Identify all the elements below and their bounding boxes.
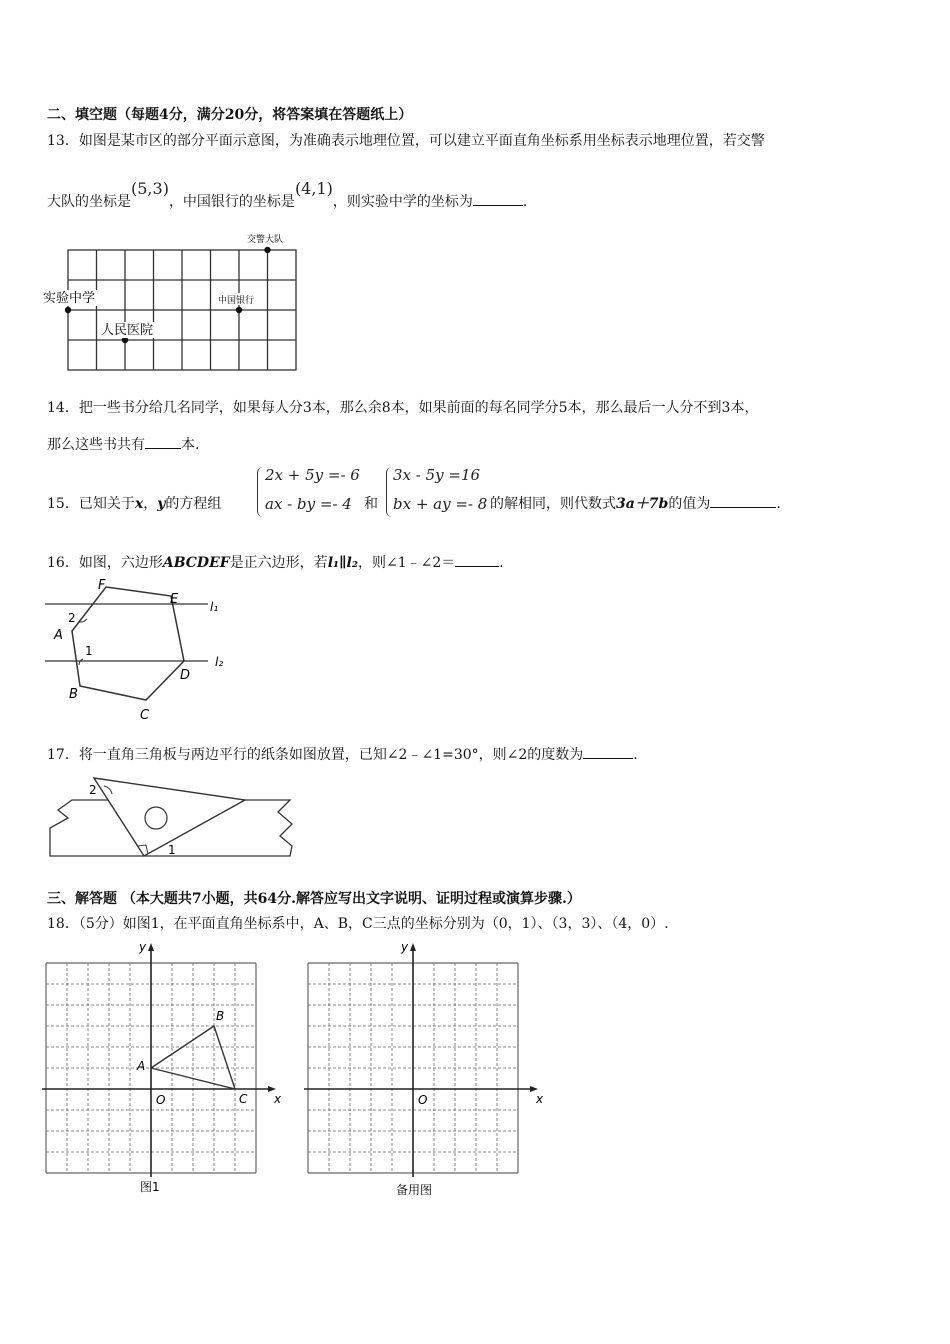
- label-angle1: 1: [168, 843, 176, 857]
- q15-var-y: y: [157, 496, 166, 512]
- police-dot: [264, 247, 270, 253]
- q16-tail: ，则∠1﹣∠2＝: [358, 555, 456, 571]
- q13-line1: 13．如图是某市区的部分平面示意图，为准确表示地理位置，可以建立平面直角坐标系用坐标表示地理位置，若交警: [47, 133, 765, 149]
- label-D: D: [180, 668, 191, 683]
- q15-brace2: [386, 467, 393, 517]
- fig2-y-arrow: [410, 943, 416, 951]
- q14-line2b: 本.: [181, 437, 200, 453]
- hospital-label: 人民医院: [101, 323, 154, 338]
- police-label: 交警大队: [247, 235, 284, 245]
- school-dot: [65, 307, 71, 313]
- q18-figure2: [300, 936, 550, 1201]
- q16-mid: 是正六边形，若: [229, 555, 328, 571]
- q16-prefix: 16．如图，六边形: [47, 555, 163, 571]
- label-l2: l₂: [215, 655, 224, 669]
- fig1-label-A: A: [137, 1059, 146, 1073]
- label-l1: l₁: [210, 600, 219, 614]
- q13-part1: 大队的坐标是: [47, 194, 131, 210]
- fig2-caption: 备用图: [396, 1183, 433, 1197]
- fig1-origin-label: O: [156, 1093, 166, 1107]
- q16-answer-blank: [455, 552, 499, 567]
- fig1-caption: 图1: [140, 1180, 160, 1194]
- q15-sys1-eq1: 2x + 5y =- 6: [265, 466, 360, 484]
- fig1-label-B: B: [216, 1009, 225, 1023]
- q17-strip-figure: [40, 768, 300, 863]
- label-B: B: [69, 687, 78, 702]
- q13-coord-bank: (4,1): [294, 179, 333, 198]
- fig2-x-label: x: [536, 1092, 544, 1106]
- label-C: C: [140, 708, 150, 723]
- q13-part2: ，中国银行的坐标是: [168, 194, 295, 210]
- q16-end: .: [499, 555, 504, 571]
- q15-sep: ，: [143, 496, 158, 512]
- label-angle1: 1: [85, 644, 93, 658]
- q16-condition: l₁∥l₂: [327, 555, 358, 571]
- q15-end: .: [776, 496, 781, 512]
- q15-var-x: x: [134, 496, 144, 512]
- label-F: F: [98, 578, 106, 593]
- section2-title: 二、填空题（每题4分，满分20分，将答案填在答题纸上）: [47, 107, 413, 123]
- q15-expr: 3a＋7b: [616, 496, 669, 512]
- q15-and: 和: [364, 496, 378, 512]
- fig2-origin-label: O: [418, 1093, 428, 1107]
- fig1-y-label: y: [139, 940, 147, 954]
- q13-map-figure: [40, 228, 310, 378]
- q15-prefix-group: [47, 493, 221, 513]
- fig1-label-C: C: [239, 1092, 248, 1106]
- q16-hexagon-name: ABCDEF: [162, 555, 230, 571]
- label-angle2: 2: [68, 611, 76, 625]
- label-angle2: 2: [89, 783, 97, 797]
- fig1-grid: [42, 943, 276, 1177]
- q15-sys2-eq1: 3x - 5y =16: [393, 466, 481, 484]
- q15-tail: 的值为: [668, 496, 711, 512]
- q13-answer-blank: [473, 191, 523, 206]
- school-label: 实验中学: [43, 291, 96, 306]
- q14-line2a: 那么这些书共有: [47, 437, 145, 453]
- q18-figure1: [40, 936, 280, 1201]
- q16-hexagon-figure: [40, 575, 240, 725]
- fig2-grid: [304, 943, 538, 1177]
- label-E: E: [170, 592, 179, 607]
- q14-answer-blank: [145, 434, 181, 449]
- q14-line1: 14．把一些书分给几名同学，如果每人分3本，那么余8本，如果前面的每名同学分5本，那么最后一人分不到3本，: [47, 400, 759, 416]
- angle1-arc: [79, 659, 83, 665]
- q14-line2: [47, 434, 199, 454]
- q17-answer-blank: [583, 744, 633, 759]
- q16-text: [47, 552, 504, 572]
- q15-prefix: 15．已知关于: [47, 496, 135, 512]
- section3-title: 三、解答题 （本大题共7小题，共64分.解答应写出文字说明、证明过程或演算步骤.）: [47, 891, 581, 907]
- q13-part3: ，则实验中学的坐标为: [332, 194, 473, 210]
- q13-coord-police: (5,3): [131, 179, 169, 198]
- label-A: A: [54, 628, 63, 643]
- map-grid: [68, 250, 296, 370]
- q15-suffix-group: [490, 493, 781, 513]
- q15-sys1-eq2: ax - by =- 4: [265, 495, 352, 513]
- q15-mid: 的方程组: [165, 496, 222, 512]
- q15-suffix: 的解相同，则代数式: [490, 496, 616, 512]
- fig2-y-label: y: [401, 940, 409, 954]
- q15-answer-blank: [710, 493, 776, 508]
- q17-text: [47, 744, 638, 764]
- fig1-y-arrow: [148, 943, 154, 951]
- q15-brace1: [257, 467, 264, 517]
- q15-sys2-eq2: bx + ay =- 8: [393, 495, 488, 513]
- bank-dot: [236, 307, 242, 313]
- q17-body: 17．将一直角三角板与两边平行的纸条如图放置，已知∠2﹣∠1=30°，则∠2的度数为: [47, 747, 584, 763]
- q18-text: 18．（5分）如图1，在平面直角坐标系中，A、B，C三点的坐标分别为（0，1）、（3，3）、（4，0）.: [47, 916, 669, 932]
- q13-line2: [47, 179, 528, 211]
- fig1-x-label: x: [274, 1092, 282, 1106]
- q13-end: .: [522, 194, 528, 210]
- q17-end: .: [633, 747, 638, 763]
- bank-label: 中国银行: [218, 296, 255, 306]
